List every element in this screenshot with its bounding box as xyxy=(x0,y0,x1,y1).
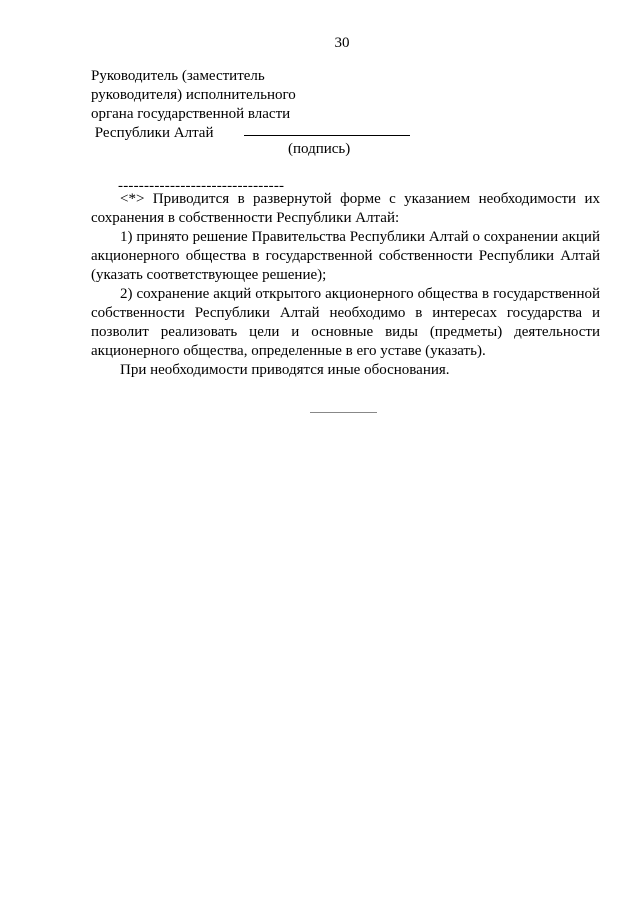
footnote-closing: При необходимости приводятся иные обоснования. xyxy=(120,362,450,378)
page-number: 30 xyxy=(334,35,350,51)
end-of-document-line xyxy=(310,412,377,413)
signer-line-4: Республики Алтай xyxy=(91,125,214,141)
signer-line-3: органа государственной власти xyxy=(91,106,291,122)
signer-line-1: Руководитель (заместитель xyxy=(91,68,265,84)
footnote-item-2: 2) сохранение акций открытого акционерного общества в государственной собственности Республики Алтай необходимо в интересах государства и позволит реализовать цели и основные виды (предметы) деятельности акционерного общества, определенные в его уставе (указать). xyxy=(91,286,600,359)
footnote-separator: -------------------------------- xyxy=(118,178,285,194)
signature-line xyxy=(244,135,410,136)
signer-block xyxy=(91,67,296,143)
footnote-item-1: 1) принято решение Правительства Республики Алтай о сохранении акций акционерного общества в государственной собственности Республики Алтай (указать соответствующее решение); xyxy=(91,229,600,283)
signature-caption: (подпись) xyxy=(288,141,351,157)
footnote-body xyxy=(91,190,600,380)
footnote-intro: <*> Приводится в развернутой форме с указанием необходимости их сохранения в собственности Республики Алтай: xyxy=(91,191,600,226)
signer-line-2: руководителя) исполнительного xyxy=(91,87,296,103)
